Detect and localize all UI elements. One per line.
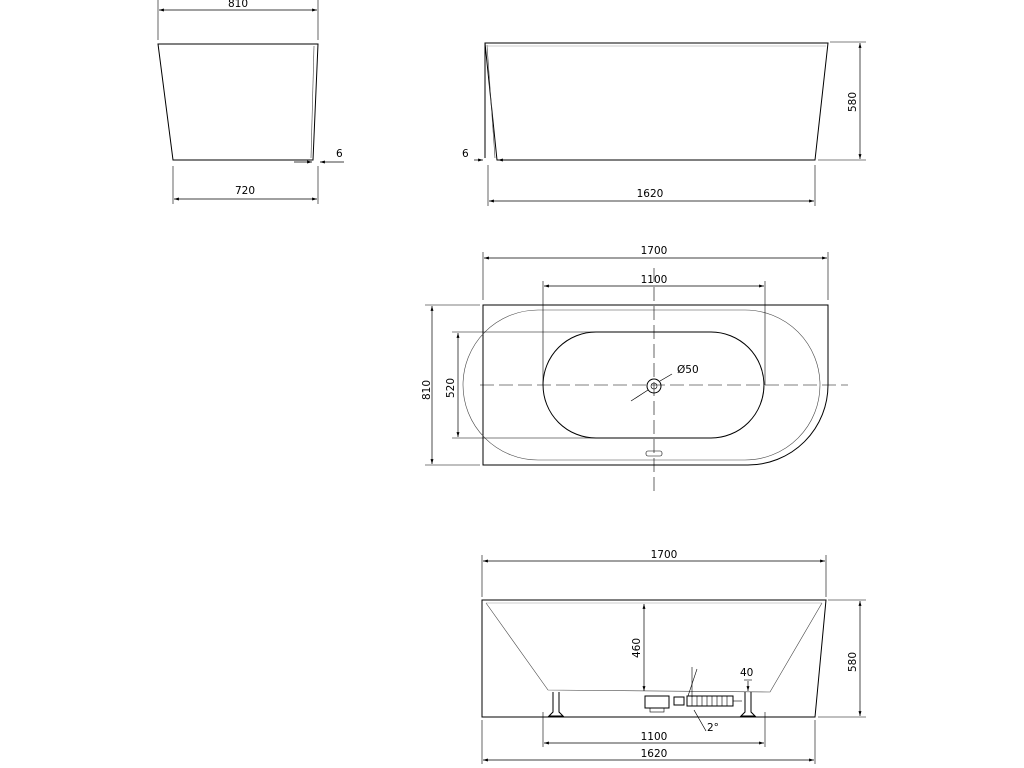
dim-section-overflow-offset: 40 [740, 667, 754, 679]
left-foot-icon [549, 692, 563, 716]
side-view [462, 42, 866, 206]
section-view-outline [482, 600, 826, 717]
dim-section-feet-spacing: 1100 [640, 731, 668, 743]
waste-hose-icon [687, 696, 733, 706]
dim-end-bottom-width: 720 [234, 185, 256, 197]
dim-side-bottom-length: 1620 [636, 188, 664, 200]
dim-section-slope: 2° [707, 722, 719, 734]
dim-drain-diameter: Ø50 [677, 364, 699, 376]
dim-end-top-width: 810 [227, 0, 249, 10]
dim-side-height: 580 [847, 91, 859, 113]
dim-section-inner-depth: 460 [631, 637, 643, 659]
section-view [482, 549, 866, 764]
dim-section-bottom-length: 1620 [640, 748, 668, 760]
dim-plan-basin-length: 1100 [640, 274, 668, 286]
plan-view [421, 245, 848, 495]
dim-section-overall-length: 1700 [650, 549, 678, 561]
section-basin-profile [486, 603, 822, 692]
end-view [158, 0, 344, 204]
right-foot-icon [741, 692, 755, 716]
waste-trap-icon [645, 696, 669, 708]
dim-plan-overall-width: 810 [421, 379, 433, 401]
dim-section-height: 580 [847, 651, 859, 673]
dim-plan-overall-length: 1700 [640, 245, 668, 257]
dim-plan-basin-width: 520 [445, 377, 457, 399]
side-view-outline [485, 43, 828, 160]
end-view-outline [158, 44, 318, 160]
dim-end-wall-offset: 6 [336, 148, 343, 160]
dim-side-wall-offset: 6 [462, 148, 469, 160]
